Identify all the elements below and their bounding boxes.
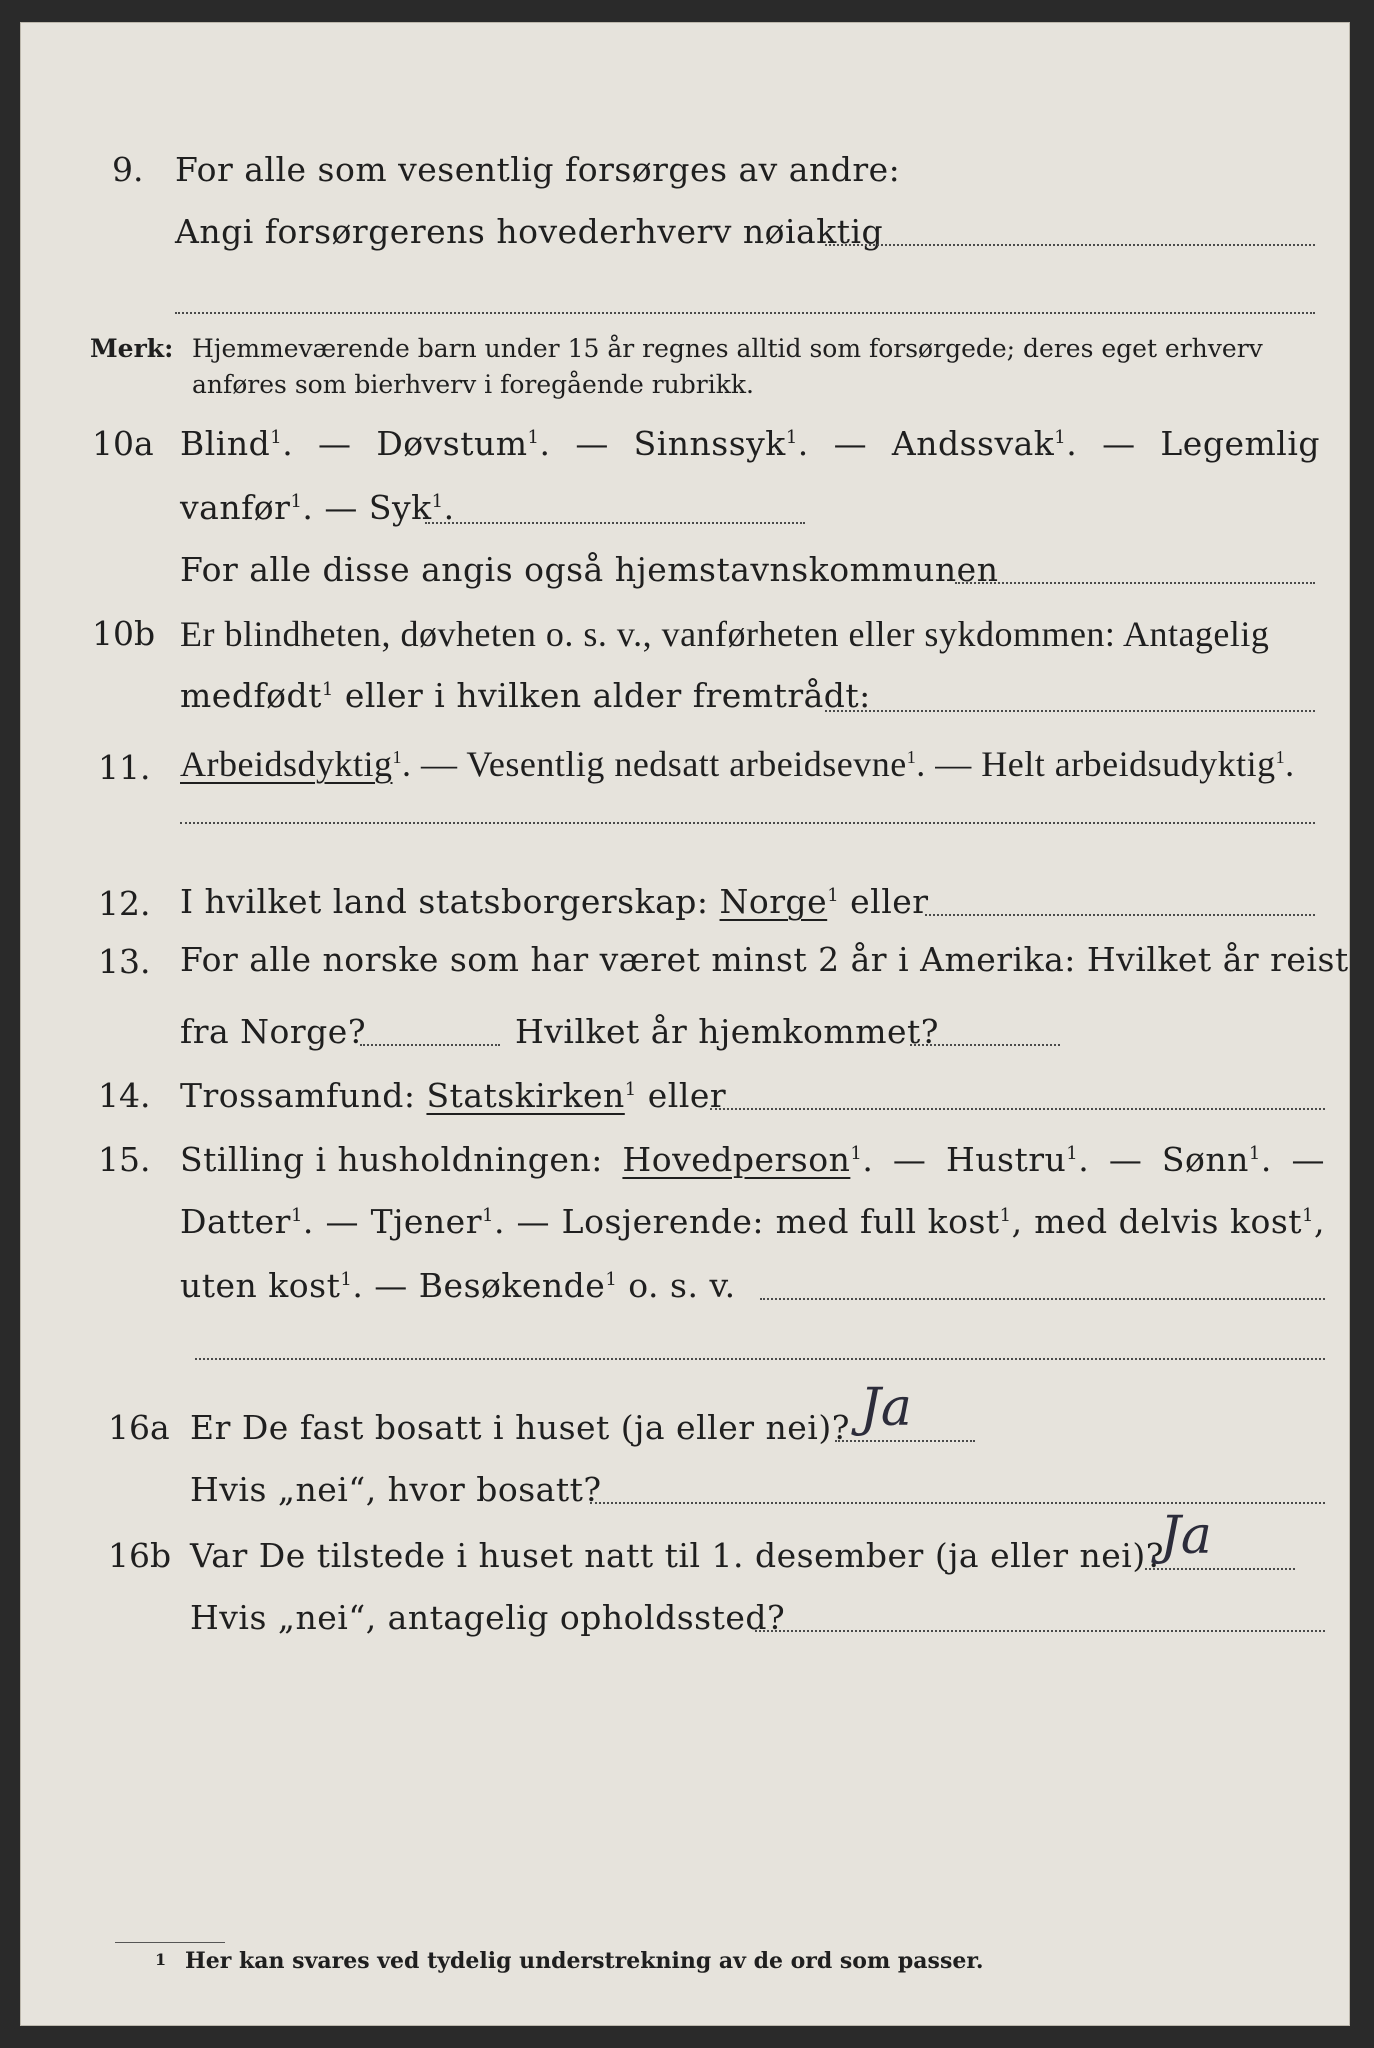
q11-number: 11. (98, 748, 151, 787)
footnote-text: Her kan svares ved tydelig understrekning av de ord som passer. (185, 1948, 984, 1974)
opt-sinnssyk[interactable]: Sinnssyk (633, 424, 786, 463)
q10a-number: 10a (92, 424, 154, 463)
q9-answer-field-2[interactable] (175, 312, 1315, 314)
q11-line1: Arbeidsdyktig$^1$. — Vesentlig nedsatt arbeidsevne$^1$. — Helt arbeidsudyktig$^1$. (180, 744, 1295, 784)
q10b-number: 10b (92, 614, 156, 653)
merk-line2: anføres som bierhverv i foregående rubrikk. (192, 370, 754, 399)
q9-number: 9. (112, 150, 144, 189)
q16a-bosatt-field[interactable] (590, 1502, 1325, 1504)
census-form-page (20, 22, 1350, 2026)
opt-syk[interactable]: Syk (368, 488, 432, 527)
q16b-handwritten-answer: Ja (1160, 1506, 1212, 1566)
opt-nedsatt[interactable]: Vesentlig nedsatt arbeidsevne (466, 744, 907, 784)
q10a-kommune-field[interactable] (955, 582, 1315, 584)
opt-medfodt[interactable]: medfødt (180, 676, 322, 715)
q13-line2a: fra Norge? (180, 1012, 367, 1051)
q12-number: 12. (98, 884, 151, 923)
footnote-rule (115, 1942, 225, 1943)
opt-statskirken[interactable]: Statskirken (426, 1076, 625, 1115)
opt-hovedperson[interactable]: Hovedperson (622, 1140, 851, 1179)
q14-number: 14. (98, 1076, 151, 1115)
q16a-line2: Hvis „nei“, hvor bosatt? (190, 1470, 602, 1509)
q16b-answer-field[interactable] (1145, 1568, 1295, 1570)
q16b-opholdssted-field[interactable] (755, 1630, 1325, 1632)
q16a-line1: Er De fast bosatt i huset (ja eller nei)? (190, 1408, 850, 1447)
q15-line2: Datter$^1$. — Tjener$^1$. — Losjerende: med full kost$^1$, med delvis kost$^1$, (180, 1202, 1325, 1241)
q15-number: 15. (98, 1140, 151, 1179)
q15-answer-field-2[interactable] (195, 1358, 1325, 1360)
q13-line2b: Hvilket år hjemkommet? (515, 1012, 939, 1051)
q15-line1: Stilling i husholdningen: Hovedperson$^1$. — Hustru$^1$. — Sønn$^1$. — (180, 1140, 1325, 1179)
q14-answer-field[interactable] (710, 1108, 1325, 1110)
q16a-handwritten-answer: Ja (860, 1378, 912, 1438)
q11-answer-field[interactable] (180, 822, 1315, 824)
q9-line2: Angi forsørgerens hovederhverv nøiaktig (175, 212, 884, 251)
q16a-number: 16a (108, 1408, 170, 1447)
q10a-line2: vanfør$^1$. — Syk$^1$. (180, 488, 455, 527)
q10a-answer-field[interactable] (425, 522, 805, 524)
opt-datter[interactable]: Datter (180, 1202, 291, 1241)
q9-answer-field[interactable] (825, 244, 1315, 246)
opt-dovstum[interactable]: Døvstum (376, 424, 528, 463)
q10b-answer-field[interactable] (825, 710, 1315, 712)
q16b-number: 16b (108, 1536, 172, 1575)
opt-tjener[interactable]: Tjener (370, 1202, 482, 1241)
q13-hjem-field[interactable] (910, 1044, 1060, 1046)
opt-arbeidsdyktig[interactable]: Arbeidsdyktig (180, 744, 393, 784)
q10a-line1: Blind$^1$. — Døvstum$^1$. — Sinnssyk$^1$. — Andssvak$^1$. — Legemlig (180, 424, 1320, 463)
opt-andssvak[interactable]: Andssvak (891, 424, 1055, 463)
opt-delvis[interactable]: med delvis kost (1034, 1202, 1303, 1241)
footnote-mark: 1 (155, 1950, 167, 1969)
q16b-line1: Var De tilstede i huset natt til 1. desember (ja eller nei)? (190, 1536, 1164, 1575)
opt-udyktig[interactable]: Helt arbeidsudyktig (981, 744, 1276, 784)
merk-line1: Hjemmeværende barn under 15 år regnes alltid som forsørgede; deres eget erhverv (192, 334, 1263, 363)
opt-norge[interactable]: Norge (719, 882, 828, 921)
q10b-line2: medfødt$^1$ eller i hvilken alder fremtrådt: (180, 676, 871, 715)
opt-utenkost[interactable]: uten kost (180, 1266, 341, 1305)
q15-answer-field[interactable] (760, 1298, 1325, 1300)
opt-hustru[interactable]: Hustru (946, 1140, 1067, 1179)
opt-legemlig[interactable]: Legemlig (1160, 424, 1320, 463)
q12-line1: I hvilket land statsborgerskap: Norge$^1$ eller (180, 882, 929, 921)
merk-label: Merk: (90, 334, 174, 363)
opt-besokende[interactable]: Besøkende (418, 1266, 606, 1305)
opt-fullkost[interactable]: med full kost (775, 1202, 1000, 1241)
opt-losjerende[interactable]: Losjerende: (561, 1202, 764, 1241)
q16a-answer-field[interactable] (835, 1440, 975, 1442)
q9-line1: For alle som vesentlig forsørges av andre: (175, 150, 901, 189)
q15-line3: uten kost$^1$. — Besøkende$^1$ o. s. v. (180, 1266, 736, 1305)
q13-reist-field[interactable] (360, 1044, 500, 1046)
opt-blind[interactable]: Blind (180, 424, 271, 463)
q10b-line1: Er blindheten, døvheten o. s. v., vanførheten eller sykdommen: Antagelig (180, 614, 1270, 654)
q13-line1: For alle norske som har været minst 2 år i Amerika: Hvilket år reist (180, 940, 1349, 979)
q13-number: 13. (98, 942, 151, 981)
q14-line1: Trossamfund: Statskirken$^1$ eller (180, 1076, 727, 1115)
q16b-line2: Hvis „nei“, antagelig opholdssted? (190, 1598, 786, 1637)
q10a-line3: For alle disse angis også hjemstavnskommunen (180, 550, 999, 589)
opt-vanfor[interactable]: vanfør (180, 488, 291, 527)
q12-answer-field[interactable] (925, 914, 1315, 916)
opt-sonn[interactable]: Sønn (1161, 1140, 1249, 1179)
